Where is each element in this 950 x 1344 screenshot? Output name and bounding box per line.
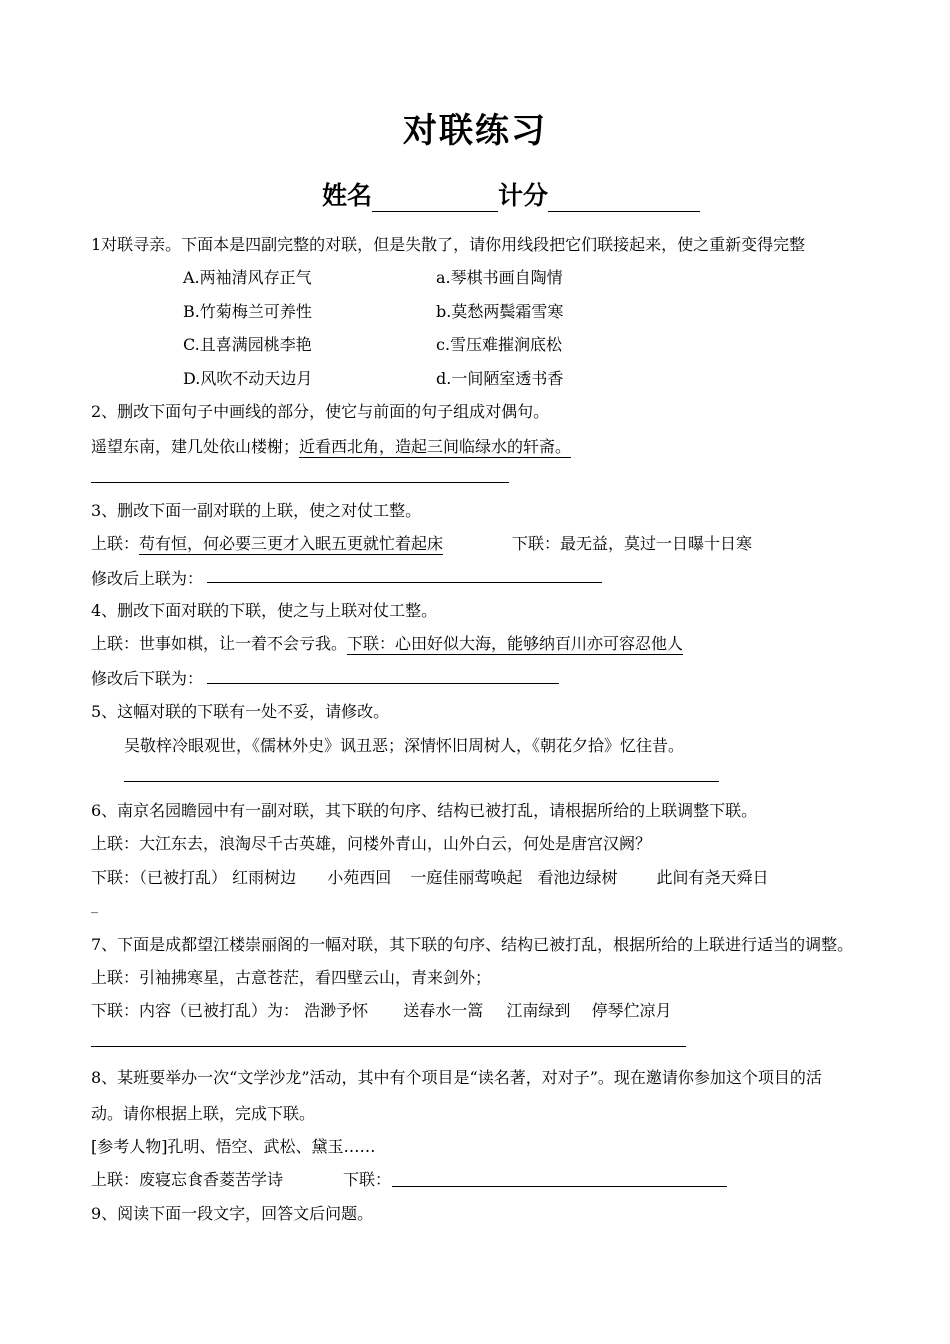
q4-answer-label: 修改后下联为：: [91, 669, 204, 688]
q1-prompt: 1对联寻亲。下面本是四副完整的对联，但是失散了，请你用线段把它们联接起来，使之重新变得完整: [91, 235, 806, 254]
q8-prompt-line1: 8、某班要举办一次“文学沙龙”活动，其中有个项目是“读名著，对对子”。现在邀请你参加这个项目的活: [91, 1068, 822, 1087]
name-blank[interactable]: [372, 185, 498, 212]
q1-left-a[interactable]: A.两袖清风存正气: [183, 268, 312, 287]
q7-fragment: 浩渺予怀: [304, 1001, 369, 1020]
q7-fragment: 停琴伫凉月: [591, 1001, 672, 1020]
q1-right-d[interactable]: d.一间陋室透书香: [436, 369, 564, 388]
q2-answer-line[interactable]: [91, 482, 509, 483]
page-title: 对联练习: [403, 111, 547, 151]
q2-prompt: 2、删改下面句子中画线的部分，使它与前面的句子组成对偶句。: [91, 402, 550, 421]
q6-lower-label: 下联：（已被打乱）: [91, 868, 228, 887]
q6-fragment: 一庭佳丽莺唤起: [410, 868, 523, 887]
q6-lower: [91, 865, 769, 888]
name-label: 姓名: [322, 181, 373, 210]
q6-answer-mark[interactable]: _: [91, 898, 98, 914]
q1-left-d[interactable]: D.风吹不动天边月: [183, 369, 313, 388]
q7-fragment: 送春水一篙: [403, 1001, 484, 1020]
q7-prompt: 7、下面是成都望江楼崇丽阁的一幅对联，其下联的句序、结构已被打乱，根据所给的上联进行适当的调整。: [91, 935, 854, 954]
q1-right-c[interactable]: c.雪压难摧涧底松: [436, 335, 563, 354]
q3-upper: [91, 531, 443, 554]
q8-reference: [参考人物]孔明、悟空、武松、黛玉……: [91, 1137, 376, 1156]
q4-prompt: 4、删改下面对联的下联，使之与上联对仗工整。: [91, 601, 438, 620]
q3-upper-text: 苟有恒，何必要三更才入眠五更就忙着起床: [139, 534, 444, 553]
q7-answer-line[interactable]: [91, 1046, 686, 1047]
q6-fragment: 看池边绿树: [537, 868, 618, 887]
q7-upper: 上联：引袖拂寒星，古意苍茫，看四壁云山，青来剑外；: [91, 968, 492, 987]
q3-upper-label: 上联：: [91, 534, 140, 553]
q2-sentence-underlined: 近看西北角，造起三间临绿水的轩斋。: [299, 437, 572, 456]
q1-right-a[interactable]: a.琴棋书画自陶情: [436, 268, 563, 287]
q3-lower: 下联：最无益，莫过一日曝十日寒: [512, 534, 753, 553]
q3-prompt: 3、删改下面一副对联的上联，使之对仗工整。: [91, 501, 422, 520]
q8-answer-line[interactable]: [392, 1186, 727, 1187]
q2-sentence: [91, 434, 571, 457]
q6-fragment: 红雨树边: [232, 868, 297, 887]
q7-fragment: 江南绿到: [506, 1001, 571, 1020]
q5-prompt: 5、这幅对联的下联有一处不妥，请修改。: [91, 702, 390, 721]
q7-lower-label: 下联：内容（已被打乱）为：: [91, 1001, 300, 1020]
q2-sentence-plain: 遥望东南，建几处依山楼榭；: [91, 437, 300, 456]
q6-fragment: 小苑西回: [327, 868, 392, 887]
score-blank[interactable]: [548, 185, 700, 212]
q3-answer-label: 修改后上联为：: [91, 569, 204, 588]
name-score-row: [322, 176, 700, 212]
q5-answer-line[interactable]: [124, 781, 719, 782]
q7-lower: [91, 998, 671, 1021]
q1-left-c[interactable]: C.且喜满园桃李艳: [183, 335, 312, 354]
score-label: 计分: [498, 181, 549, 210]
q4-lower-underlined: 下联：心田好似大海，能够纳百川亦可容忍他人: [347, 634, 684, 653]
q4-couplet: [91, 631, 683, 654]
q8-lower-label: 下联：: [343, 1170, 392, 1189]
q5-couplet: 吴敬梓冷眼观世，《儒林外史》讽丑恶；深情怀旧周树人，《朝花夕拾》忆往昔。: [124, 736, 685, 755]
q6-fragment: 此间有尧天舜日: [656, 868, 769, 887]
q1-left-b[interactable]: B.竹菊梅兰可养性: [183, 302, 312, 321]
q9-prompt: 9、阅读下面一段文字，回答文后问题。: [91, 1204, 374, 1223]
q6-prompt: 6、南京名园瞻园中有一副对联，其下联的句序、结构已被打乱，请根据所给的上联调整下联。: [91, 801, 758, 820]
q8-upper: 上联：废寝忘食香菱苦学诗: [91, 1170, 284, 1189]
q4-upper: 上联：世事如棋，让一着不会亏我。: [91, 634, 348, 653]
q4-answer-line[interactable]: [207, 683, 559, 684]
q6-upper: 上联：大江东去，浪淘尽千古英雄，问楼外青山，山外白云，何处是唐宫汉阙？: [91, 834, 652, 853]
q8-prompt-line2: 动。请你根据上联，完成下联。: [91, 1104, 316, 1123]
q3-answer-line[interactable]: [207, 582, 602, 583]
q1-right-b[interactable]: b.莫愁两鬓霜雪寒: [436, 302, 564, 321]
